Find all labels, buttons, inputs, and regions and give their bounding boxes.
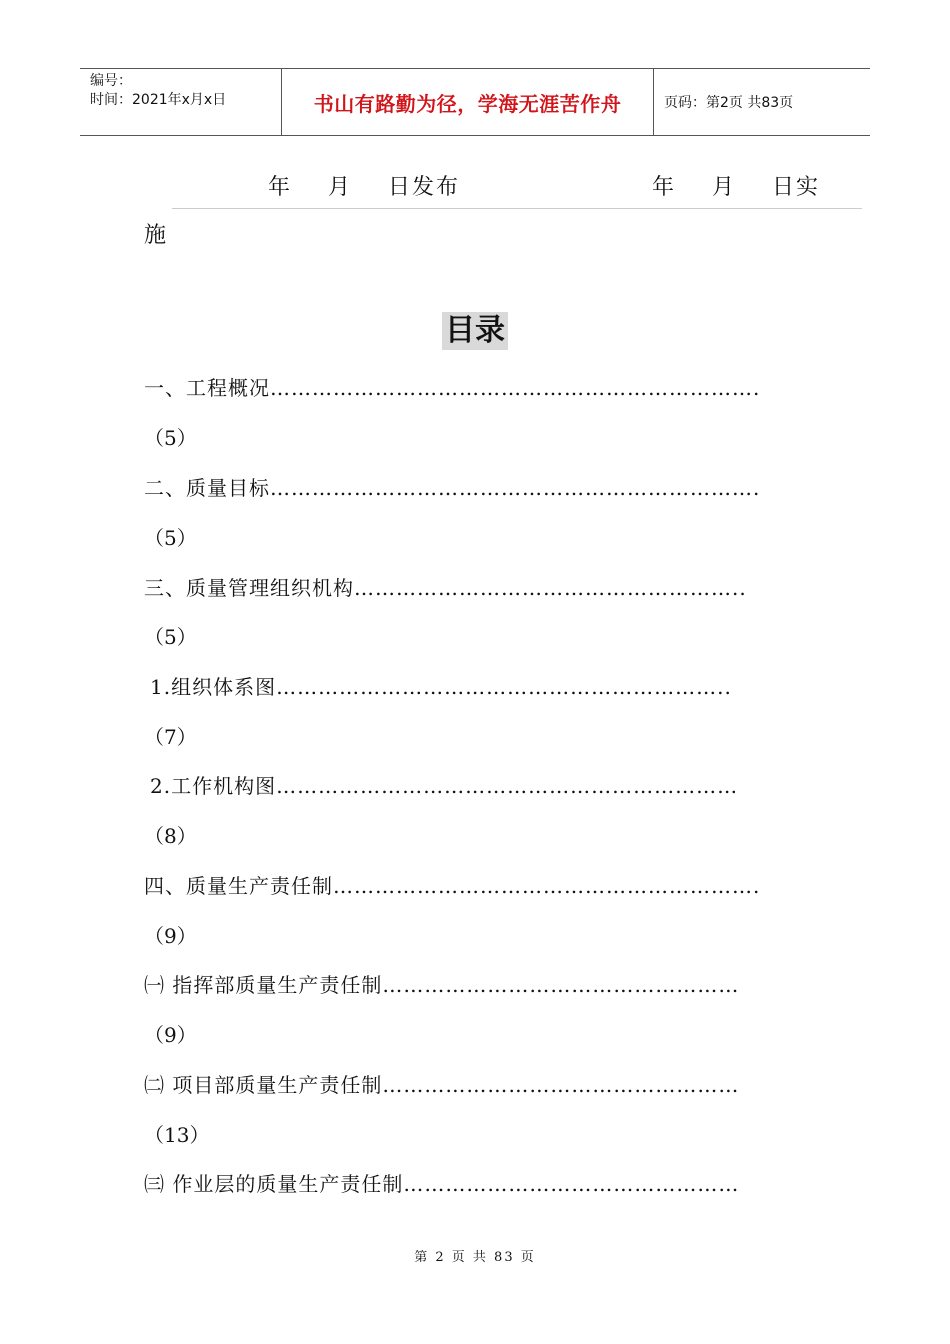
toc-entry[interactable]: ㈠ 指挥部质量生产责任制…………………………………………… [144, 973, 740, 997]
toc-entry[interactable]: ㈡ 项目部质量生产责任制…………………………………………… [144, 1073, 740, 1097]
header-page-info: 页码：第2页 共83页 [664, 95, 794, 111]
header-motto-cell [282, 69, 654, 135]
toc-entry-page: （5） [144, 526, 197, 550]
toc-entry[interactable]: 2.工作机构图………………………………………………………… [150, 774, 739, 798]
toc-entry-page: （8） [144, 824, 197, 848]
implement-date: 年 月 日实 [652, 175, 820, 200]
publish-line [172, 166, 862, 209]
toc-entry-page: （5） [144, 426, 197, 450]
toc-entry[interactable]: ㈢ 作业层的质量生产责任制………………………………………… [144, 1172, 740, 1196]
toc-entry[interactable]: 1.组织体系图……………………………………………………….. [150, 675, 732, 699]
toc-entry-page: （9） [144, 1023, 197, 1047]
toc-entry[interactable]: 二、质量目标……………………………………………………………. [144, 476, 761, 500]
toc-entry[interactable]: 四、质量生产责任制……………………………………………………. [144, 874, 761, 898]
toc-entry-page: （5） [144, 625, 197, 649]
header-motto: 书山有路勤为径，学海无涯苦作舟 [313, 91, 622, 116]
header-left-cell [80, 69, 282, 135]
implement-wrap-text: 施 [144, 223, 167, 248]
toc-entry-page: （9） [144, 924, 197, 948]
publish-date: 年 月 日发布 [268, 175, 460, 200]
toc-entry[interactable]: 一、工程概况……………………………………………………………. [144, 376, 761, 400]
page-footer: 第 2 页 共 83 页 [414, 1250, 536, 1265]
toc-entry-page: （13） [144, 1123, 210, 1147]
toc-title: 目录 [442, 312, 508, 350]
toc-entry[interactable]: 三、质量管理组织机构……………………………………………….. [144, 576, 747, 600]
document-time-label: 时间：2021年x月x日 [90, 92, 227, 108]
header-table [80, 68, 870, 136]
document-number-label: 编号： [90, 73, 132, 89]
toc-entry-page: （7） [144, 725, 197, 749]
